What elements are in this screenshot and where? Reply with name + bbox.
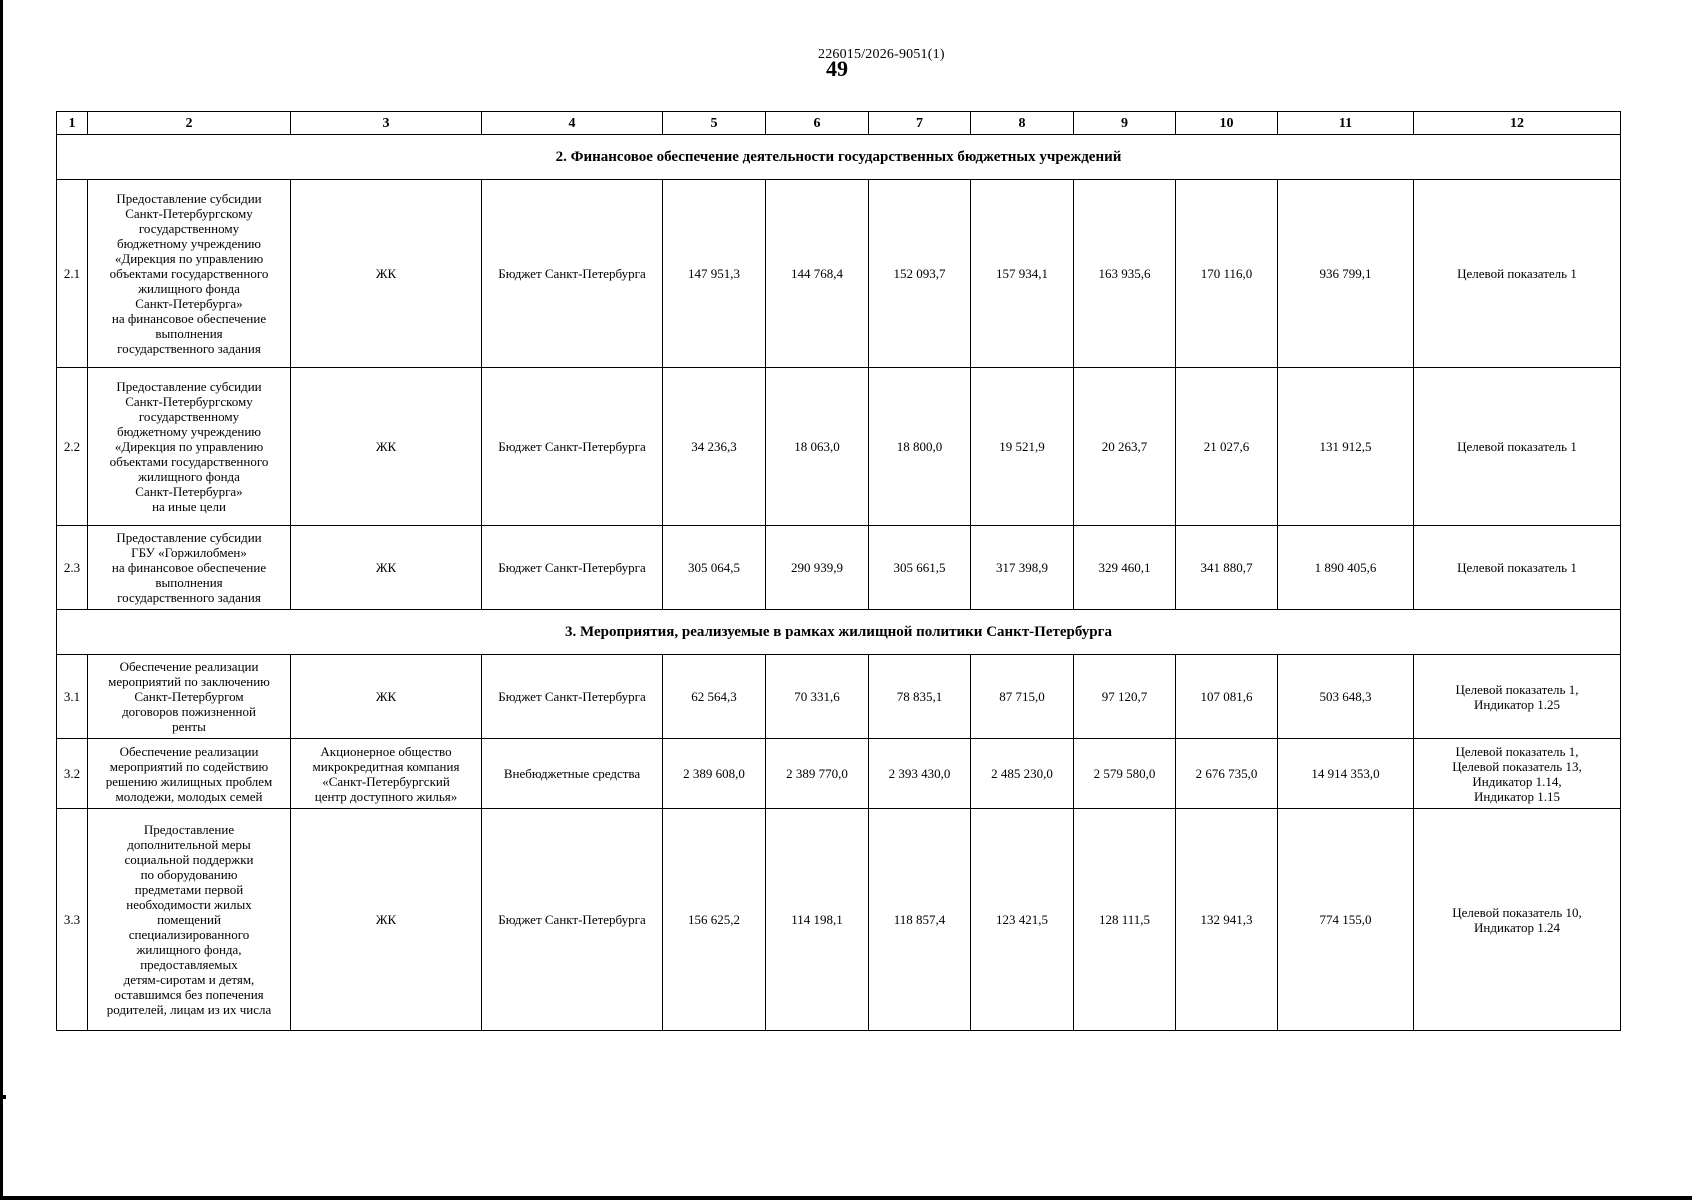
activity-description-line: договоров пожизненной (122, 704, 256, 719)
row-number: 2.2 (57, 368, 88, 526)
activity-description-line: жилищного фонда (138, 469, 240, 484)
column-header-3: 3 (291, 112, 482, 135)
table-row (57, 809, 1621, 1031)
amount-col-6: 114 198,1 (766, 809, 869, 1031)
activity-description-line: выполнения (155, 575, 223, 590)
amount-col-5: 147 951,3 (663, 180, 766, 368)
executor-line: микрокредитная компания (312, 758, 460, 774)
column-header-9: 9 (1074, 112, 1176, 135)
amount-col-9: 329 460,1 (1074, 526, 1176, 610)
target-indicator-line: Целевой показатель 1, (1455, 681, 1579, 697)
activity-description-line: государственного задания (117, 590, 261, 605)
row-number: 3.1 (57, 655, 88, 739)
activity-description-line: родителей, лицам из их числа (106, 1002, 272, 1017)
activity-description-line: предметами первой (134, 882, 244, 897)
activity-description-line: по оборудованию (140, 867, 238, 882)
activity-description-line: жилищного фонда, (136, 942, 242, 957)
activity-description-line: ренты (172, 719, 206, 734)
section-title: 2. Финансовое обеспечение деятельности государственных бюджетных учреждений (57, 135, 1621, 180)
activity-description-line: Санкт-Петербургом (134, 689, 244, 704)
target-indicator (1414, 809, 1621, 1031)
amount-col-5: 34 236,3 (663, 368, 766, 526)
executor-line: ЖК (375, 560, 397, 575)
amount-col-8: 19 521,9 (971, 368, 1074, 526)
activity-description-line: оставшимся без попечения (114, 987, 264, 1002)
table-row (57, 739, 1621, 809)
section-title: 3. Мероприятия, реализуемые в рамках жилищной политики Санкт-Петербурга (57, 610, 1621, 655)
amount-col-9: 2 579 580,0 (1074, 739, 1176, 809)
table-row (57, 655, 1621, 739)
amount-col-10: 21 027,6 (1176, 368, 1278, 526)
target-indicator-line: Индикатор 1.25 (1474, 696, 1560, 712)
activity-description-line: дополнительной меры (127, 837, 251, 852)
activity-description-line: объектами государственного (109, 454, 269, 469)
activity-description-line: Санкт-Петербургскому (125, 394, 253, 409)
target-indicator-line: Индикатор 1.24 (1474, 919, 1560, 935)
amount-col-6: 18 063,0 (766, 368, 869, 526)
activity-description (88, 809, 291, 1031)
activity-description (88, 739, 291, 809)
column-header-5: 5 (663, 112, 766, 135)
amount-col-11: 131 912,5 (1278, 368, 1414, 526)
amount-col-7: 18 800,0 (869, 368, 971, 526)
amount-col-5: 2 389 608,0 (663, 739, 766, 809)
executor (291, 180, 482, 368)
target-indicator (1414, 368, 1621, 526)
funding-source: Бюджет Санкт-Петербурга (482, 809, 663, 1031)
executor (291, 368, 482, 526)
target-indicator (1414, 180, 1621, 368)
executor (291, 655, 482, 739)
executor-line: ЖК (375, 689, 397, 704)
row-number: 2.3 (57, 526, 88, 610)
target-indicator-line: Индикатор 1.14, (1472, 773, 1562, 789)
activity-description-line: ГБУ «Горжилобмен» (131, 545, 247, 560)
column-header-6: 6 (766, 112, 869, 135)
activity-description-line: Санкт-Петербургскому (125, 206, 253, 221)
column-header-4: 4 (482, 112, 663, 135)
target-indicator (1414, 739, 1621, 809)
scan-left-edge (0, 0, 3, 1200)
target-indicator (1414, 655, 1621, 739)
activity-description-line: Санкт-Петербурга» (135, 296, 243, 311)
activity-description-line: Обеспечение реализации (119, 743, 259, 759)
table-row (57, 368, 1621, 526)
executor (291, 739, 482, 809)
row-number: 2.1 (57, 180, 88, 368)
activity-description-line: решению жилищных проблем (105, 773, 273, 789)
activity-description-line: социальной поддержки (124, 852, 254, 867)
activity-description-line: необходимости жилых (126, 897, 252, 912)
amount-col-8: 157 934,1 (971, 180, 1074, 368)
table-body (57, 135, 1621, 1031)
target-indicator-line: Целевой показатель 10, (1452, 904, 1582, 920)
amount-col-8: 317 398,9 (971, 526, 1074, 610)
executor-line: ЖК (375, 439, 397, 454)
target-indicator-line: Целевой показатель 1, (1455, 743, 1579, 759)
amount-col-6: 144 768,4 (766, 180, 869, 368)
amount-col-5: 62 564,3 (663, 655, 766, 739)
table-header (57, 112, 1621, 135)
activity-description-line: бюджетному учреждению (116, 236, 262, 251)
amount-col-11: 1 890 405,6 (1278, 526, 1414, 610)
amount-col-10: 2 676 735,0 (1176, 739, 1278, 809)
amount-col-8: 123 421,5 (971, 809, 1074, 1031)
executor-line: центр доступного жилья» (314, 788, 458, 804)
activity-description-line: Предоставление субсидии (116, 191, 262, 206)
column-header-10: 10 (1176, 112, 1278, 135)
scan-bottom-edge (0, 1196, 1692, 1200)
executor (291, 526, 482, 610)
target-indicator-line: Целевой показатель 13, (1452, 758, 1582, 774)
activity-description-line: специализированного (128, 927, 250, 942)
scan-edge-mark (0, 1095, 6, 1099)
target-indicator-line: Целевой показатель 1 (1457, 560, 1577, 575)
amount-col-7: 118 857,4 (869, 809, 971, 1031)
amount-col-10: 132 941,3 (1176, 809, 1278, 1031)
amount-col-7: 2 393 430,0 (869, 739, 971, 809)
amount-col-11: 503 648,3 (1278, 655, 1414, 739)
amount-col-9: 128 111,5 (1074, 809, 1176, 1031)
activity-description (88, 368, 291, 526)
target-indicator (1414, 526, 1621, 610)
activity-description (88, 655, 291, 739)
activity-description-line: выполнения (155, 326, 223, 341)
amount-col-11: 936 799,1 (1278, 180, 1414, 368)
amount-col-11: 774 155,0 (1278, 809, 1414, 1031)
amount-col-7: 305 661,5 (869, 526, 971, 610)
executor-line: «Санкт-Петербургский (322, 773, 450, 789)
funding-source: Бюджет Санкт-Петербурга (482, 180, 663, 368)
amount-col-9: 20 263,7 (1074, 368, 1176, 526)
activity-description-line: Санкт-Петербурга» (135, 484, 243, 499)
activity-description-line: предоставляемых (140, 957, 238, 972)
column-header-2: 2 (88, 112, 291, 135)
row-number: 3.2 (57, 739, 88, 809)
column-header-12: 12 (1414, 112, 1621, 135)
column-header-1: 1 (57, 112, 88, 135)
executor-line: ЖК (375, 912, 397, 927)
activity-description-line: мероприятий по заключению (108, 674, 270, 689)
executor-line: ЖК (375, 266, 397, 281)
section-row (57, 610, 1621, 655)
funding-source: Внебюджетные средства (482, 739, 663, 809)
target-indicator-line: Целевой показатель 1 (1457, 266, 1577, 281)
amount-col-7: 152 093,7 (869, 180, 971, 368)
program-table (56, 111, 1621, 1031)
activity-description-line: бюджетному учреждению (116, 424, 262, 439)
column-header-8: 8 (971, 112, 1074, 135)
activity-description-line: Обеспечение реализации (119, 659, 259, 674)
activity-description-line: объектами государственного (109, 266, 269, 281)
section-row (57, 135, 1621, 180)
activity-description-line: государственного задания (117, 341, 261, 356)
activity-description-line: детям-сиротам и детям, (123, 972, 255, 987)
activity-description (88, 526, 291, 610)
column-header-11: 11 (1278, 112, 1414, 135)
activity-description-line: государственному (138, 409, 240, 424)
activity-description-line: Предоставление субсидии (116, 530, 262, 545)
row-number: 3.3 (57, 809, 88, 1031)
amount-col-6: 290 939,9 (766, 526, 869, 610)
activity-description (88, 180, 291, 368)
amount-col-5: 156 625,2 (663, 809, 766, 1031)
activity-description-line: государственному (138, 221, 240, 236)
table-row (57, 180, 1621, 368)
column-number-row (57, 112, 1621, 135)
activity-description-line: мероприятий по содействию (109, 758, 269, 774)
page-number: 49 (826, 56, 848, 81)
activity-description-line: «Дирекция по управлению (114, 251, 264, 266)
funding-source: Бюджет Санкт-Петербурга (482, 368, 663, 526)
amount-col-9: 97 120,7 (1074, 655, 1176, 739)
activity-description-line: помещений (157, 912, 221, 927)
amount-col-5: 305 064,5 (663, 526, 766, 610)
executor-line: Акционерное общество (320, 743, 452, 759)
target-indicator-line: Целевой показатель 1 (1457, 439, 1577, 454)
activity-description-line: «Дирекция по управлению (114, 439, 264, 454)
column-header-7: 7 (869, 112, 971, 135)
amount-col-10: 341 880,7 (1176, 526, 1278, 610)
activity-description-line: на иные цели (152, 499, 226, 514)
document-id: 226015/2026-9051(1) (818, 47, 945, 62)
amount-col-10: 170 116,0 (1176, 180, 1278, 368)
activity-description-line: Предоставление субсидии (116, 379, 262, 394)
amount-col-11: 14 914 353,0 (1278, 739, 1414, 809)
amount-col-6: 2 389 770,0 (766, 739, 869, 809)
activity-description-line: Предоставление (143, 822, 235, 837)
table-row (57, 526, 1621, 610)
amount-col-8: 87 715,0 (971, 655, 1074, 739)
amount-col-10: 107 081,6 (1176, 655, 1278, 739)
activity-description-line: на финансовое обеспечение (111, 311, 267, 326)
executor (291, 809, 482, 1031)
activity-description-line: жилищного фонда (138, 281, 240, 296)
amount-col-7: 78 835,1 (869, 655, 971, 739)
funding-source: Бюджет Санкт-Петербурга (482, 526, 663, 610)
amount-col-8: 2 485 230,0 (971, 739, 1074, 809)
activity-description-line: на финансовое обеспечение (111, 560, 267, 575)
amount-col-9: 163 935,6 (1074, 180, 1176, 368)
funding-source: Бюджет Санкт-Петербурга (482, 655, 663, 739)
target-indicator-line: Индикатор 1.15 (1474, 788, 1560, 804)
activity-description-line: молодежи, молодых семей (115, 788, 263, 804)
amount-col-6: 70 331,6 (766, 655, 869, 739)
